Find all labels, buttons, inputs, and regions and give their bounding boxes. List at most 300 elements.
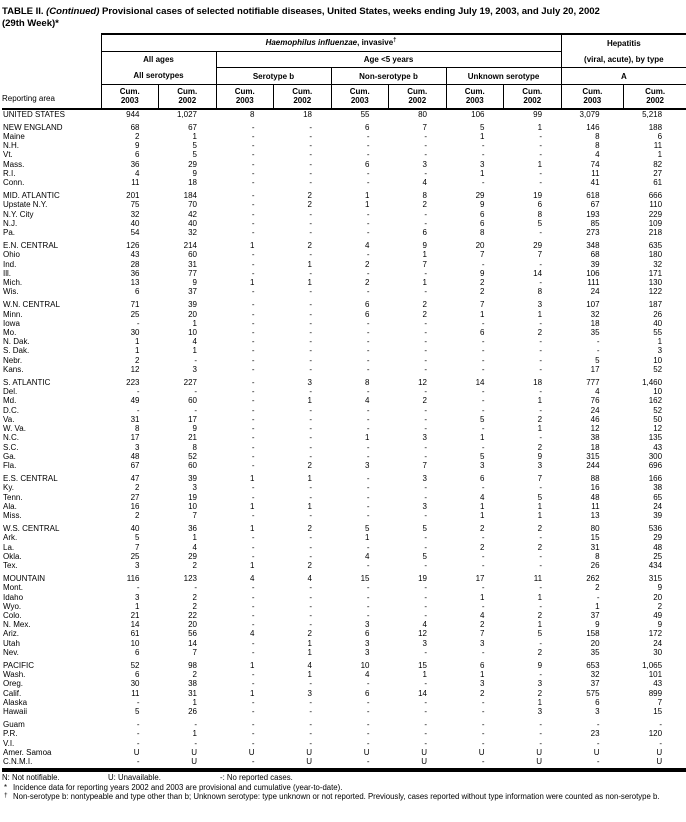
value-cell: - — [309, 697, 312, 707]
reporting-area-cell: Okla. — [3, 551, 22, 561]
value-cell: - — [251, 200, 255, 210]
value-cell: - — [366, 474, 370, 484]
value-cell: - — [309, 209, 312, 219]
value-cell: 106 — [471, 109, 485, 119]
value-cell: 3,079 — [579, 109, 600, 119]
value-cell: - — [251, 583, 255, 593]
value-cell: 52 — [188, 451, 197, 461]
value-cell: U — [421, 747, 427, 757]
reporting-area-cell: Ky. — [3, 483, 14, 493]
value-cell: U — [306, 747, 312, 757]
reporting-area-cell: C.N.M.I. — [3, 757, 33, 766]
table-row — [2, 757, 686, 766]
value-cell: 1 — [365, 533, 370, 543]
reporting-area-cell: Nev. — [3, 647, 19, 657]
value-cell: 20 — [590, 638, 600, 648]
value-cell: - — [659, 720, 663, 730]
value-cell: 2 — [480, 278, 485, 288]
value-cell: 9 — [537, 451, 543, 461]
value-cell: 315 — [648, 574, 663, 584]
value-cell: 2 — [135, 510, 140, 520]
value-cell: 2 — [657, 601, 663, 611]
section-row — [2, 661, 686, 670]
value-cell: 1 — [365, 433, 370, 443]
value-cell: - — [309, 592, 312, 602]
value-cell: 67 — [590, 200, 600, 210]
reporting-area-cell: Va. — [3, 414, 15, 424]
value-cell: 5 — [537, 218, 543, 228]
value-cell: - — [251, 268, 255, 278]
value-cell: 67 — [188, 122, 197, 132]
reporting-area-cell: Kans. — [3, 364, 24, 374]
reporting-area-cell: Miss. — [3, 510, 22, 520]
value-cell: 29 — [653, 533, 663, 543]
value-cell: - — [251, 433, 255, 443]
table-row — [2, 502, 686, 511]
value-cell: 1 — [537, 501, 543, 511]
value-cell: 1 — [480, 309, 485, 319]
value-cell: 575 — [586, 688, 600, 698]
value-cell: 43 — [653, 679, 663, 689]
value-cell: - — [424, 492, 427, 502]
value-cell: - — [366, 592, 370, 602]
value-cell: - — [251, 601, 255, 611]
header-row-serotypes — [2, 68, 686, 85]
value-cell: 618 — [586, 191, 600, 201]
value-cell: - — [251, 757, 255, 766]
value-cell: - — [366, 601, 370, 611]
section-row — [2, 574, 686, 583]
value-cell: 18 — [590, 318, 600, 328]
value-cell: 24 — [653, 638, 663, 648]
value-cell: 116 — [126, 574, 140, 584]
reporting-area-cell: Maine — [3, 132, 25, 141]
value-cell: - — [366, 729, 370, 739]
value-cell: 5,218 — [642, 109, 663, 119]
value-cell: 75 — [130, 200, 140, 210]
value-cell: 7 — [422, 259, 427, 269]
table-row — [2, 611, 686, 620]
value-cell: 4 — [250, 574, 255, 584]
reporting-area-cell: Colo. — [3, 610, 22, 620]
value-cell: 2 — [422, 300, 427, 310]
value-cell: 11 — [131, 688, 140, 698]
value-cell: 17 — [475, 574, 485, 584]
value-cell: - — [424, 697, 427, 707]
value-cell: - — [136, 729, 140, 739]
value-cell: 3 — [422, 433, 427, 443]
footnotes — [2, 773, 684, 801]
value-cell: 229 — [648, 209, 663, 219]
value-cell: 9 — [480, 200, 485, 210]
value-cell: 24 — [653, 501, 663, 511]
value-cell: 42 — [188, 209, 197, 219]
value-cell: 3 — [192, 483, 197, 493]
reporting-area-cell: E.S. CENTRAL — [3, 474, 58, 484]
table-row — [2, 424, 686, 433]
table-row — [2, 511, 686, 520]
value-cell: 88 — [590, 474, 600, 484]
value-cell: - — [539, 337, 543, 347]
cum-year-header: Cum. 2002 — [274, 85, 332, 109]
header-row-disease — [2, 34, 686, 52]
value-cell: 23 — [590, 729, 600, 739]
value-cell: 32 — [130, 209, 140, 219]
table-row — [2, 219, 686, 228]
value-cell: 68 — [130, 122, 140, 132]
value-cell: 3 — [192, 364, 197, 374]
footnote-dagger-text: Non-serotype b: nontypeable and type other than b; Unknown serotype: type unknown or not reported. Previously, cases reported without type information were counted as non-serotype b. — [13, 792, 660, 802]
reporting-area-cell: UNITED STATES — [3, 109, 65, 119]
value-cell: 4 — [365, 670, 370, 680]
value-cell: 32 — [590, 309, 600, 319]
value-cell: 6 — [365, 122, 370, 132]
value-cell: - — [251, 141, 255, 151]
non-serotype-b-header: Non-serotype b — [331, 68, 446, 85]
reporting-area-cell: W. Va. — [3, 424, 26, 434]
value-cell: 1 — [250, 524, 255, 534]
value-cell: 7 — [135, 542, 140, 552]
hepatitis-type-a-header: A — [561, 68, 686, 85]
value-cell: 180 — [648, 250, 663, 260]
age-under5-header: Age <5 years — [216, 52, 561, 68]
value-cell: - — [136, 405, 140, 415]
table-row — [2, 648, 686, 657]
table-row — [2, 452, 686, 461]
value-cell: - — [424, 287, 427, 297]
reporting-area-cell: N. Dak. — [3, 337, 30, 347]
value-cell: 9 — [657, 620, 663, 630]
value-cell: 1 — [365, 191, 370, 201]
value-cell: - — [309, 729, 312, 739]
value-cell: - — [251, 378, 255, 388]
value-cell: 2 — [422, 396, 427, 406]
table-row — [2, 433, 686, 442]
reporting-area-cell: N.C. — [3, 433, 19, 443]
reporting-area-cell: Pa. — [3, 228, 16, 238]
value-cell: 223 — [126, 378, 140, 388]
value-cell: 8 — [595, 132, 600, 141]
value-cell: 7 — [192, 510, 197, 520]
value-cell: 434 — [648, 560, 663, 570]
value-cell: 6 — [135, 647, 140, 657]
value-cell: - — [194, 738, 197, 748]
reporting-area-cell: La. — [3, 542, 15, 552]
value-cell: - — [481, 647, 485, 657]
value-cell: - — [366, 679, 370, 689]
table-row — [2, 210, 686, 219]
value-cell: - — [309, 355, 312, 365]
footnote-dagger — [2, 792, 684, 801]
value-cell: 16 — [590, 483, 600, 493]
value-cell: 2 — [192, 560, 197, 570]
value-cell: - — [539, 533, 543, 543]
value-cell: 6 — [365, 300, 370, 310]
value-cell: U — [191, 757, 197, 766]
value-cell: 7 — [192, 647, 197, 657]
reporting-area-cell: W.S. CENTRAL — [3, 524, 60, 534]
value-cell: 1 — [307, 670, 312, 680]
value-cell: - — [424, 318, 427, 328]
value-cell: 15 — [653, 706, 663, 716]
table-row — [2, 150, 686, 159]
value-cell: 171 — [648, 268, 663, 278]
value-cell: - — [539, 483, 543, 493]
value-cell: - — [481, 551, 485, 561]
value-cell: - — [424, 720, 427, 730]
value-cell: 10 — [188, 328, 197, 338]
value-cell: - — [424, 729, 427, 739]
value-cell: 15 — [418, 660, 427, 670]
value-cell: 30 — [130, 679, 140, 689]
value-cell: - — [251, 364, 255, 374]
value-cell: 25 — [130, 551, 140, 561]
footnote-star — [2, 783, 684, 792]
table-row — [2, 443, 686, 452]
value-cell: 40 — [130, 524, 140, 534]
value-cell: 1 — [307, 259, 312, 269]
value-cell: 3 — [365, 638, 370, 648]
table-row — [2, 748, 686, 757]
value-cell: - — [424, 706, 427, 716]
value-cell: 22 — [188, 610, 197, 620]
value-cell: - — [424, 141, 427, 151]
value-cell: 1 — [250, 660, 255, 670]
value-cell: 1 — [250, 501, 255, 511]
reporting-area-cell: W.N. CENTRAL — [3, 300, 60, 310]
value-cell: - — [424, 168, 427, 178]
reporting-area-cell: NEW ENGLAND — [3, 122, 63, 132]
all-serotypes-header: All serotypes — [101, 68, 216, 85]
value-cell: U — [248, 747, 255, 757]
value-cell: - — [539, 228, 543, 238]
table-row — [2, 228, 686, 237]
value-cell: - — [539, 729, 543, 739]
reporting-area-cell: Tenn. — [3, 492, 23, 502]
reporting-area-cell: Conn. — [3, 178, 25, 188]
value-cell: 3 — [657, 346, 663, 356]
value-cell: 14 — [418, 688, 427, 698]
value-cell: 11 — [533, 574, 543, 584]
value-cell: - — [136, 738, 140, 748]
value-cell: - — [366, 250, 370, 260]
value-cell: - — [251, 318, 255, 328]
value-cell: 1 — [250, 560, 255, 570]
value-cell: 1 — [307, 501, 312, 511]
reporting-area-cell: Idaho — [3, 592, 24, 602]
table-row — [2, 346, 686, 355]
value-cell: - — [366, 424, 370, 434]
value-cell: - — [309, 610, 312, 620]
value-cell: 193 — [586, 209, 600, 219]
value-cell: 12 — [130, 364, 140, 374]
value-cell: 8 — [595, 551, 600, 561]
value-cell: - — [251, 592, 255, 602]
reporting-area-header: Reporting area — [2, 34, 101, 109]
value-cell: 8 — [365, 378, 370, 388]
legend-no-reported-cases: -: No reported cases. — [220, 773, 293, 783]
value-cell: - — [251, 209, 255, 219]
table-row — [2, 132, 686, 141]
value-cell: - — [481, 706, 485, 716]
value-cell: - — [424, 601, 427, 611]
value-cell: - — [309, 150, 312, 160]
value-cell: 36 — [188, 524, 197, 534]
value-cell: - — [424, 132, 427, 141]
reporting-area-cell: Mass. — [3, 159, 25, 169]
value-cell: 1 — [192, 132, 197, 141]
value-cell: - — [251, 706, 255, 716]
value-cell: - — [424, 647, 427, 657]
table-row — [2, 561, 686, 570]
value-cell: 2 — [422, 200, 427, 210]
value-cell: 3 — [537, 300, 543, 310]
reporting-area-cell: Fla. — [3, 460, 17, 470]
reporting-area-cell: N.J. — [3, 218, 18, 228]
value-cell: 5 — [480, 122, 485, 132]
value-cell: 6 — [657, 132, 663, 141]
value-cell: 40 — [130, 218, 140, 228]
title-prefix: TABLE II. — [2, 6, 44, 17]
value-cell: 3 — [537, 706, 543, 716]
value-cell: 2 — [192, 592, 197, 602]
value-cell: 11 — [131, 178, 140, 188]
value-cell: 32 — [653, 259, 663, 269]
value-cell: 6 — [480, 209, 485, 219]
value-cell: 2 — [365, 259, 370, 269]
value-cell: - — [309, 387, 312, 397]
value-cell: U — [363, 747, 370, 757]
value-cell: 315 — [586, 451, 600, 461]
value-cell: - — [251, 510, 255, 520]
value-cell: - — [539, 150, 543, 160]
reporting-area-cell: Guam — [3, 720, 25, 730]
value-cell: - — [481, 259, 485, 269]
value-cell: 27 — [130, 492, 140, 502]
value-cell: 2 — [422, 309, 427, 319]
value-cell: - — [309, 328, 312, 338]
value-cell: - — [539, 738, 543, 748]
value-cell: - — [539, 433, 543, 443]
value-cell: - — [251, 132, 255, 141]
value-cell: - — [366, 757, 370, 766]
value-cell: 1 — [307, 474, 312, 484]
table-row — [2, 396, 686, 405]
value-cell: 24 — [590, 287, 600, 297]
table-row — [2, 328, 686, 337]
value-cell: 4 — [365, 551, 370, 561]
value-cell: - — [309, 533, 312, 543]
value-cell: 46 — [590, 414, 600, 424]
value-cell: 48 — [653, 542, 663, 552]
value-cell: 29 — [475, 191, 485, 201]
reporting-area-cell: N.H. — [3, 141, 19, 151]
value-cell: - — [596, 738, 600, 748]
value-cell: - — [539, 670, 543, 680]
section-row — [2, 191, 686, 200]
value-cell: 31 — [590, 542, 600, 552]
value-cell: 12 — [418, 629, 427, 639]
value-cell: 1,460 — [642, 378, 663, 388]
value-cell: - — [481, 738, 485, 748]
value-cell: 214 — [183, 241, 197, 251]
value-cell: 5 — [192, 150, 197, 160]
value-cell: 52 — [653, 364, 663, 374]
value-cell: 1 — [422, 250, 427, 260]
value-cell: 1 — [657, 150, 663, 160]
value-cell: 76 — [590, 396, 600, 406]
value-cell: - — [136, 583, 140, 593]
value-cell: 24 — [590, 405, 600, 415]
value-cell: 123 — [183, 574, 197, 584]
value-cell: - — [194, 405, 197, 415]
value-cell: 9 — [135, 141, 140, 151]
value-cell: - — [366, 492, 370, 502]
value-cell: - — [424, 346, 427, 356]
value-cell: - — [251, 679, 255, 689]
value-cell: 5 — [422, 524, 427, 534]
value-cell: U — [656, 757, 663, 766]
value-cell: - — [366, 583, 370, 593]
value-cell: 4 — [480, 610, 485, 620]
value-cell: - — [539, 601, 543, 611]
value-cell: - — [251, 259, 255, 269]
value-cell: - — [539, 318, 543, 328]
value-cell: - — [481, 483, 485, 493]
value-cell: - — [424, 560, 427, 570]
reporting-area-cell: Oreg. — [3, 679, 24, 689]
value-cell: 7 — [480, 629, 485, 639]
table-row — [2, 670, 686, 679]
table-row — [2, 269, 686, 278]
value-cell: 777 — [586, 378, 600, 388]
value-cell: 15 — [360, 574, 370, 584]
value-cell: 6 — [365, 159, 370, 169]
value-cell: - — [136, 720, 140, 730]
table-row — [2, 278, 686, 287]
value-cell: 2 — [537, 542, 543, 552]
value-cell: 39 — [590, 259, 600, 269]
value-cell: - — [539, 259, 543, 269]
value-cell: 1,065 — [642, 660, 663, 670]
title-continued: (Continued) — [46, 6, 100, 17]
value-cell: - — [481, 337, 485, 347]
value-cell: - — [424, 364, 427, 374]
value-cell: 29 — [533, 241, 543, 251]
value-cell: 1,027 — [176, 109, 197, 119]
value-cell: 130 — [648, 278, 663, 288]
value-cell: 3 — [422, 159, 427, 169]
table-header — [2, 34, 686, 109]
value-cell: - — [251, 460, 255, 470]
table-row — [2, 629, 686, 638]
value-cell: 2 — [595, 583, 600, 593]
title-rest: Provisional cases of selected notifiable diseases, United States, weeks ending July 19, 2003, and July 20, 2002 — [102, 6, 600, 17]
value-cell: 899 — [648, 688, 663, 698]
value-cell: - — [424, 592, 427, 602]
value-cell: 3 — [365, 620, 370, 630]
value-cell: - — [309, 268, 312, 278]
reporting-area-cell: Wash. — [3, 670, 26, 680]
value-cell: 49 — [653, 610, 663, 620]
value-cell: 135 — [648, 433, 663, 443]
value-cell: 71 — [130, 300, 140, 310]
value-cell: - — [366, 355, 370, 365]
value-cell: 9 — [192, 168, 197, 178]
notifiable-diseases-table — [2, 33, 686, 767]
value-cell: 3 — [307, 688, 312, 698]
unknown-serotype-header: Unknown serotype — [446, 68, 561, 85]
